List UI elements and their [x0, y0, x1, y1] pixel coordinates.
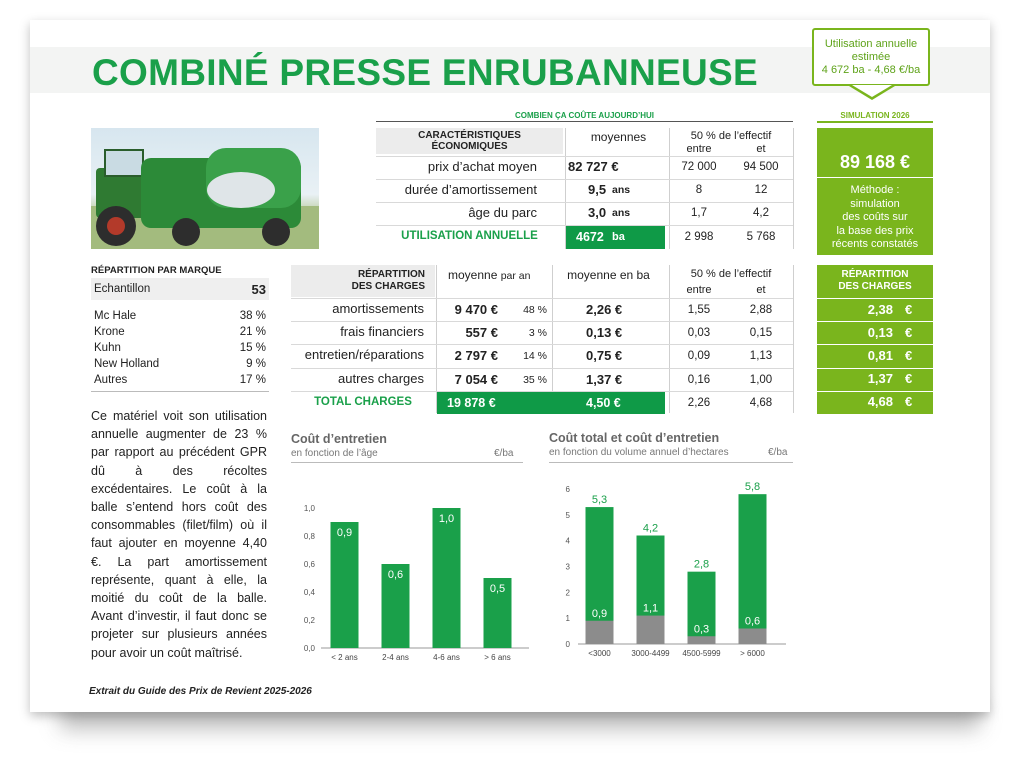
simulation-price: 89 168 €	[839, 152, 911, 172]
bar-value-label: 0,5	[489, 583, 506, 595]
eco-row-low: 72 000	[681, 161, 717, 173]
simulation-currency: €	[905, 394, 913, 409]
bar-value-label: 0,6	[387, 569, 404, 581]
simulation-charges-header-line-2: DES CHARGES	[838, 281, 912, 292]
y-tick-label: 0,6	[303, 560, 315, 569]
eco-row-value: 3,0	[588, 205, 607, 220]
brand-row	[91, 324, 269, 340]
maintenance-value-label: 0,3	[693, 623, 710, 636]
brand-pct: 21 %	[239, 326, 266, 338]
charges-row-low: 0,09	[687, 350, 711, 362]
usage-high: 5 768	[746, 231, 776, 243]
eco-row-value: 9,5	[588, 182, 607, 197]
charges-row-label: amortissements	[332, 301, 424, 316]
brand-breakdown-title: RÉPARTITION PAR MARQUE	[91, 265, 222, 276]
total-charges-year: 19 878 €	[447, 396, 496, 410]
brand-row	[91, 372, 269, 388]
chart-1-subtitle: en fonction de l’âge	[291, 448, 378, 459]
x-tick-label: 2-4 ans	[382, 653, 409, 660]
maintenance-by-age-chart	[285, 480, 530, 660]
charges-row-label: frais financiers	[340, 324, 424, 339]
eco-row-unit: ans	[612, 184, 631, 196]
simulation-rule	[817, 391, 933, 392]
y-tick-label: 0,2	[303, 616, 315, 625]
brand-row	[91, 340, 269, 356]
eco-header-between: entre	[686, 143, 712, 155]
y-tick-label: 3	[565, 562, 570, 572]
x-tick-label: 3000-4499	[631, 649, 670, 658]
charges-row-pct: 48 %	[523, 304, 547, 316]
simulation-method-line-1: Méthode :	[850, 184, 900, 196]
charges-rule	[291, 344, 793, 345]
total-value-label: 4,2	[642, 522, 659, 535]
eco-row-unit: ans	[612, 207, 631, 219]
eco-header-and: et	[756, 143, 766, 155]
brand-list	[91, 308, 269, 392]
charges-row-ba: 2,26 €	[586, 302, 623, 317]
bar	[331, 522, 359, 648]
x-tick-label: < 2 ans	[331, 653, 358, 660]
maintenance-value-label: 1,1	[642, 602, 659, 615]
brand-pct: 9 %	[246, 358, 266, 370]
brand-pct: 38 %	[239, 310, 266, 322]
tractor-illustration	[91, 128, 319, 249]
y-tick-label: 0,0	[303, 644, 315, 653]
charges-header-year-suffix: par an	[500, 270, 531, 282]
chart-2-unit: €/ba	[768, 447, 788, 458]
simulation-method-line-3: des coûts sur	[842, 211, 908, 223]
simulation-rule	[817, 298, 933, 299]
simulation-value: 4,68	[867, 394, 893, 409]
charges-row-high: 0,15	[749, 327, 773, 339]
brand-name: Kuhn	[94, 342, 121, 354]
bar-value-label: 1,0	[438, 513, 455, 525]
charges-header-ba: moyenne en ba	[567, 268, 650, 282]
chart-1-title: Coût d’entretien	[291, 432, 387, 446]
charges-rule	[291, 368, 793, 369]
charges-row-pct: 14 %	[523, 350, 547, 362]
eco-rule	[376, 156, 793, 157]
y-tick-label: 5	[565, 510, 570, 520]
simulation-currency: €	[905, 325, 913, 340]
y-tick-label: 0,8	[303, 532, 315, 541]
y-tick-label: 0,4	[303, 588, 315, 597]
eco-divider-3	[793, 128, 794, 249]
page-title: COMBINÉ PRESSE ENRUBANNEUSE	[92, 52, 758, 93]
simulation-price-rule	[817, 177, 933, 178]
total-value-label: 2,8	[693, 558, 710, 571]
simulation-currency: €	[905, 348, 913, 363]
charges-row-low: 0,03	[687, 327, 711, 339]
badge-line-1: Utilisation annuelle	[824, 38, 918, 50]
simulation-method	[817, 184, 933, 252]
charges-header-line-1: RÉPARTITION	[357, 269, 425, 280]
badge-line-2: estimée	[851, 51, 891, 63]
eco-row-high: 12	[754, 184, 768, 196]
bar-value-label: 0,9	[336, 527, 353, 539]
charges-header-year-main: moyenne	[448, 268, 498, 282]
sample-label: Echantillon	[94, 283, 151, 295]
brand-row	[91, 356, 269, 372]
charges-row-ba: 0,75 €	[586, 348, 623, 363]
simulation-method-line-2: simulation	[850, 197, 900, 210]
eco-row-low: 8	[695, 184, 703, 196]
charges-header-and: et	[756, 284, 766, 296]
charges-row-label: autres charges	[338, 371, 424, 386]
eco-header-label	[376, 130, 563, 152]
brand-pct: 15 %	[239, 342, 266, 354]
bar	[433, 508, 461, 648]
usage-value: 4672	[576, 230, 604, 244]
chart-2-title: Coût total et coût d’entretien	[549, 431, 720, 445]
total-charges-ba: 4,50 €	[586, 396, 621, 410]
charges-header-year	[448, 268, 531, 282]
x-tick-label: > 6 ans	[484, 653, 511, 660]
chart-1-header-rule	[291, 462, 523, 463]
simulation-charges-header	[817, 269, 933, 293]
charges-row-year: 7 054 €	[454, 372, 498, 387]
commentary-paragraph: Ce matériel voit son utilisation annuelle augmenter de 23 % par rapport au précédent GPR dû à des récoltes excédentaires. Le coût à la balle s’entend hors coût des consommables (filet/film) où il faut ajouter en moyenne 4,40 €. La part amortissement représente, quant à elle, la moitié du coût de la balle. Avant d’investir, il faut donc se projeter sur plusieurs années pour avoir un coût maîtrisé.	[91, 409, 267, 660]
maintenance-value-label: 0,6	[744, 615, 761, 628]
charges-row-year: 2 797 €	[454, 348, 498, 363]
eco-row-label: durée d’amortissement	[404, 182, 537, 197]
eco-header-line-2: ÉCONOMIQUES	[431, 141, 508, 152]
eco-row-high: 94 500	[743, 161, 779, 173]
total-charges-low: 2,26	[687, 397, 711, 409]
eco-header-line-1: CARACTÉRISTIQUES	[418, 130, 521, 141]
y-tick-label: 4	[565, 536, 570, 546]
section-underline-combien	[376, 121, 793, 122]
x-tick-label: <3000	[588, 649, 611, 658]
simulation-value: 0,13	[867, 325, 893, 340]
charges-row-high: 1,13	[749, 350, 773, 362]
simulation-value: 0,81	[867, 348, 893, 363]
total-charges-label: TOTAL CHARGES	[314, 396, 412, 408]
charges-row-pct: 3 %	[528, 327, 547, 339]
y-tick-label: 2	[565, 588, 570, 598]
badge-arrow-inner	[852, 85, 892, 97]
chart-2-subtitle: en fonction du volume annuel d’hectares	[549, 447, 729, 458]
x-tick-label: 4-6 ans	[433, 653, 460, 660]
eco-row-value: 82 727 €	[568, 159, 619, 174]
charges-row-ba: 1,37 €	[586, 372, 623, 387]
simulation-rule	[817, 344, 933, 345]
y-tick-label: 6	[565, 485, 570, 494]
simulation-value: 2,38	[867, 302, 893, 317]
charges-row-high: 1,00	[749, 374, 773, 386]
usage-badge	[812, 28, 930, 86]
brand-name: Autres	[94, 374, 128, 386]
chart-2-header-rule	[549, 462, 793, 463]
total-vs-maintenance-chart	[540, 475, 800, 660]
brand-pct: 17 %	[239, 374, 266, 386]
simulation-method-line-4: la base des prix	[836, 224, 914, 237]
charges-row-ba: 0,13 €	[586, 325, 623, 340]
eco-row-label: âge du parc	[468, 205, 537, 220]
brand-divider	[91, 391, 269, 392]
machine-photo	[91, 128, 319, 249]
brand-name: Mc Hale	[94, 310, 137, 322]
total-value-label: 5,8	[744, 481, 761, 494]
eco-row-high: 4,2	[753, 207, 769, 219]
charges-rule	[291, 298, 793, 299]
brand-name: Krone	[94, 326, 125, 338]
eco-rule	[376, 202, 793, 203]
charges-header-label	[291, 269, 425, 293]
charges-rule	[291, 321, 793, 322]
usage-low: 2 998	[684, 231, 714, 243]
section-underline-simulation	[817, 121, 933, 123]
bar-maintenance	[739, 629, 767, 645]
y-tick-label: 1	[565, 614, 570, 624]
usage-unit: ba	[612, 231, 625, 243]
charges-row-year: 557 €	[465, 325, 498, 340]
y-tick-label: 0	[565, 640, 570, 649]
charges-row-label: entretien/réparations	[304, 347, 424, 362]
brand-name: New Holland	[94, 358, 160, 370]
eco-header-eff: 50 % de l’effectif	[690, 130, 772, 142]
chart-1-unit: €/ba	[494, 448, 514, 459]
brand-row	[91, 308, 269, 324]
usage-label: UTILISATION ANNUELLE	[401, 230, 538, 242]
charges-header-eff: 50 % de l’effectif	[690, 268, 772, 280]
simulation-value: 1,37	[867, 371, 893, 386]
simulation-currency: €	[905, 302, 913, 317]
eco-rule	[376, 179, 793, 180]
section-label-combien: COMBIEN ÇA COÛTE AUJOURD’HUI	[515, 111, 654, 120]
y-tick-label: 1,0	[303, 504, 315, 513]
simulation-rule	[817, 368, 933, 369]
charges-header-line-2: DES CHARGES	[351, 281, 425, 292]
simulation-rule	[817, 321, 933, 322]
charges-row-high: 2,88	[749, 304, 773, 316]
section-label-simulation: SIMULATION 2026	[840, 111, 910, 120]
brand-table	[91, 278, 269, 392]
footer-source: Extrait du Guide des Prix de Revient 2025-2026	[89, 686, 312, 697]
simulation-method-line-5: récents constatés	[831, 238, 919, 250]
sample-value: 53	[251, 281, 266, 297]
bar-maintenance	[586, 621, 614, 644]
charges-header-between: entre	[686, 284, 712, 296]
charges-row-pct: 35 %	[523, 374, 547, 386]
charges-row-year: 9 470 €	[454, 302, 498, 317]
eco-header-avg: moyennes	[590, 130, 647, 144]
charges-divider-4	[793, 265, 794, 413]
simulation-charges-header-line-1: RÉPARTITION	[841, 269, 909, 280]
total-value-label: 5,3	[591, 494, 608, 507]
maintenance-value-label: 0,9	[591, 607, 608, 620]
eco-row-low: 1,7	[691, 207, 707, 219]
eco-row-label: prix d’achat moyen	[427, 159, 537, 174]
simulation-currency: €	[905, 371, 913, 386]
bar-maintenance	[637, 616, 665, 644]
x-tick-label: > 6000	[740, 649, 765, 658]
total-charges-high: 4,68	[749, 397, 773, 409]
charges-row-low: 1,55	[687, 304, 711, 316]
sample-row	[91, 278, 269, 300]
bar-maintenance	[688, 636, 716, 644]
document-page	[30, 20, 990, 712]
x-tick-label: 4500-5999	[682, 649, 721, 658]
charges-row-low: 0,16	[687, 374, 711, 386]
badge-line-3: 4 672 ba - 4,68 €/ba	[821, 64, 921, 76]
